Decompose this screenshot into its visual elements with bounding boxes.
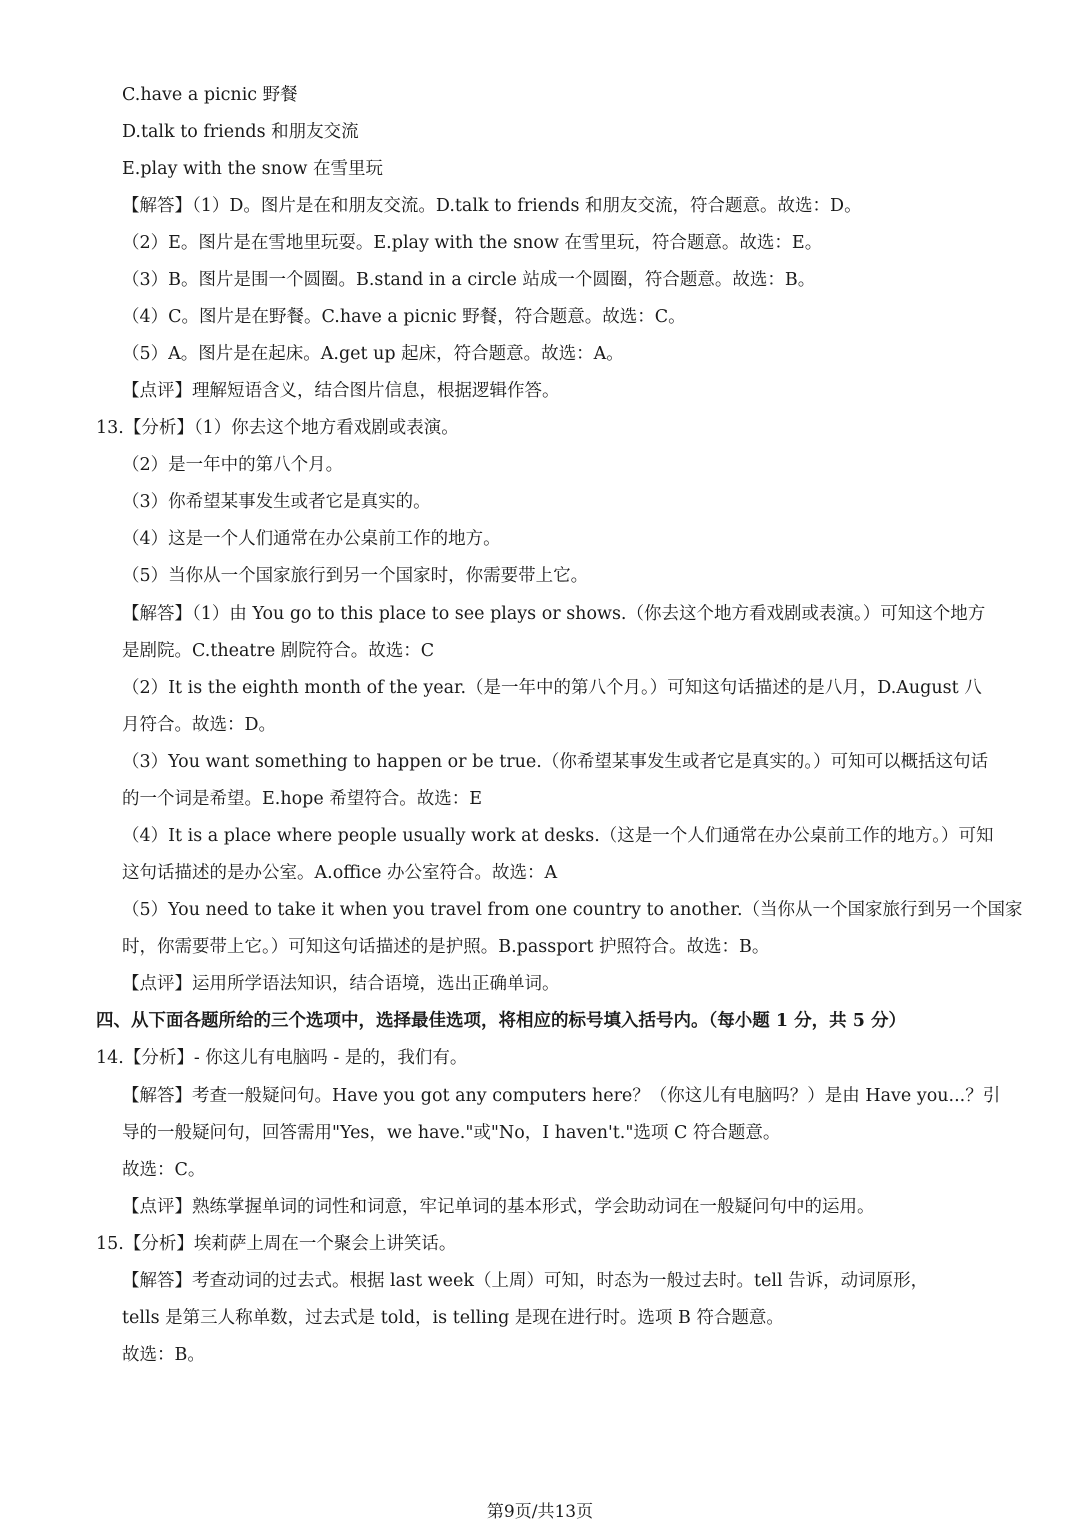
answer-15b: tells 是第三人称单数，过去式是 told，is telling 是现在进行时。选项 B 符合题意。 bbox=[122, 1308, 784, 1328]
answer-12-2: （2）E。图片是在雪地里玩耍。E.play with the snow 在雪里玩，符合题意。故选：E。 bbox=[122, 233, 823, 253]
answer-13-2b: 月符合。故选：D。 bbox=[122, 715, 277, 735]
page-footer: 第9页/共13页 bbox=[486, 1502, 594, 1522]
option-e-line: E.play with the snow 在雪里玩 bbox=[122, 159, 384, 179]
answer-15a: 【解答】考查动词的过去式。根据 last week（上周）可知，时态为一般过去时。tell 告诉，动词原形， bbox=[122, 1271, 929, 1291]
question-14-analysis: 14.【分析】- 你这儿有电脑吗 - 是的，我们有。 bbox=[96, 1048, 468, 1068]
analysis-13-2: （2）是一年中的第八个月。 bbox=[122, 455, 344, 475]
analysis-13-5: （5）当你从一个国家旅行到另一个国家时，你需要带上它。 bbox=[122, 566, 589, 586]
option-d-line: D.talk to friends 和朋友交流 bbox=[122, 122, 359, 142]
answer-12-5: （5）A。图片是在起床。A.get up 起床，符合题意。故选：A。 bbox=[122, 344, 624, 364]
answer-13-5b: 时，你需要带上它。）可知这句话描述的是护照。B.passport 护照符合。故选：B。 bbox=[122, 937, 770, 957]
comment-14: 【点评】熟练掌握单词的词性和词意，牢记单词的基本形式，学会助动词在一般疑问句中的运用。 bbox=[122, 1197, 875, 1217]
analysis-13-4: （4）这是一个人们通常在办公桌前工作的地方。 bbox=[122, 529, 501, 549]
comment-13: 【点评】运用所学语法知识，结合语境，选出正确单词。 bbox=[122, 974, 560, 994]
question-13-analysis: 13.【分析】（1）你去这个地方看戏剧或表演。 bbox=[96, 418, 459, 438]
comment-12: 【点评】理解短语含义，结合图片信息，根据逻辑作答。 bbox=[122, 381, 560, 401]
answer-13-4a: （4）It is a place where people usually work at desks.（这是一个人们通常在办公桌前工作的地方。）可知 bbox=[122, 826, 994, 846]
question-15-analysis: 15.【分析】埃莉萨上周在一个聚会上讲笑话。 bbox=[96, 1234, 457, 1254]
answer-13-3a: （3）You want something to happen or be true.（你希望某事发生或者它是真实的。）可知可以概括这句话 bbox=[122, 752, 989, 772]
answer-13-2a: （2）It is the eighth month of the year.（是一年中的第八个月。）可知这句话描述的是八月，D.August 八 bbox=[122, 678, 982, 698]
answer-13-3b: 的一个词是希望。E.hope 希望符合。故选：E bbox=[122, 789, 483, 809]
answer-12-1: 【解答】（1）D。图片是在和朋友交流。D.talk to friends 和朋友交流，符合题意。故选：D。 bbox=[122, 196, 862, 216]
option-c-line: C.have a picnic 野餐 bbox=[122, 85, 298, 105]
answer-13-4b: 这句话描述的是办公室。A.office 办公室符合。故选：A bbox=[122, 863, 558, 883]
analysis-13-3: （3）你希望某事发生或者它是真实的。 bbox=[122, 492, 431, 512]
section-four-heading: 四、从下面各题所给的三个选项中，选择最佳选项，将相应的标号填入括号内。（每小题 1 分，共 5 分） bbox=[96, 1011, 906, 1031]
answer-12-3: （3）B。图片是围一个圆圈。B.stand in a circle 站成一个圆圈，符合题意。故选：B。 bbox=[122, 270, 816, 290]
choice-15: 故选：B。 bbox=[122, 1345, 205, 1365]
answer-13-5a: （5）You need to take it when you travel from one country to another.（当你从一个国家旅行到另一个国家 bbox=[122, 900, 1023, 920]
answer-14a: 【解答】考查一般疑问句。Have you got any computers here？（你这儿有电脑吗？）是由 Have you...？引 bbox=[122, 1086, 1001, 1106]
answer-12-4: （4）C。图片是在野餐。C.have a picnic 野餐，符合题意。故选：C。 bbox=[122, 307, 686, 327]
choice-14: 故选：C。 bbox=[122, 1160, 206, 1180]
answer-13-1b: 是剧院。C.theatre 剧院符合。故选：C bbox=[122, 641, 435, 661]
answer-13-1a: 【解答】（1）由 You go to this place to see plays or shows.（你去这个地方看戏剧或表演。）可知这个地方 bbox=[122, 604, 986, 624]
answer-14b: 导的一般疑问句，回答需用"Yes，we have."或"No，I haven't."选项 C 符合题意。 bbox=[122, 1123, 781, 1143]
